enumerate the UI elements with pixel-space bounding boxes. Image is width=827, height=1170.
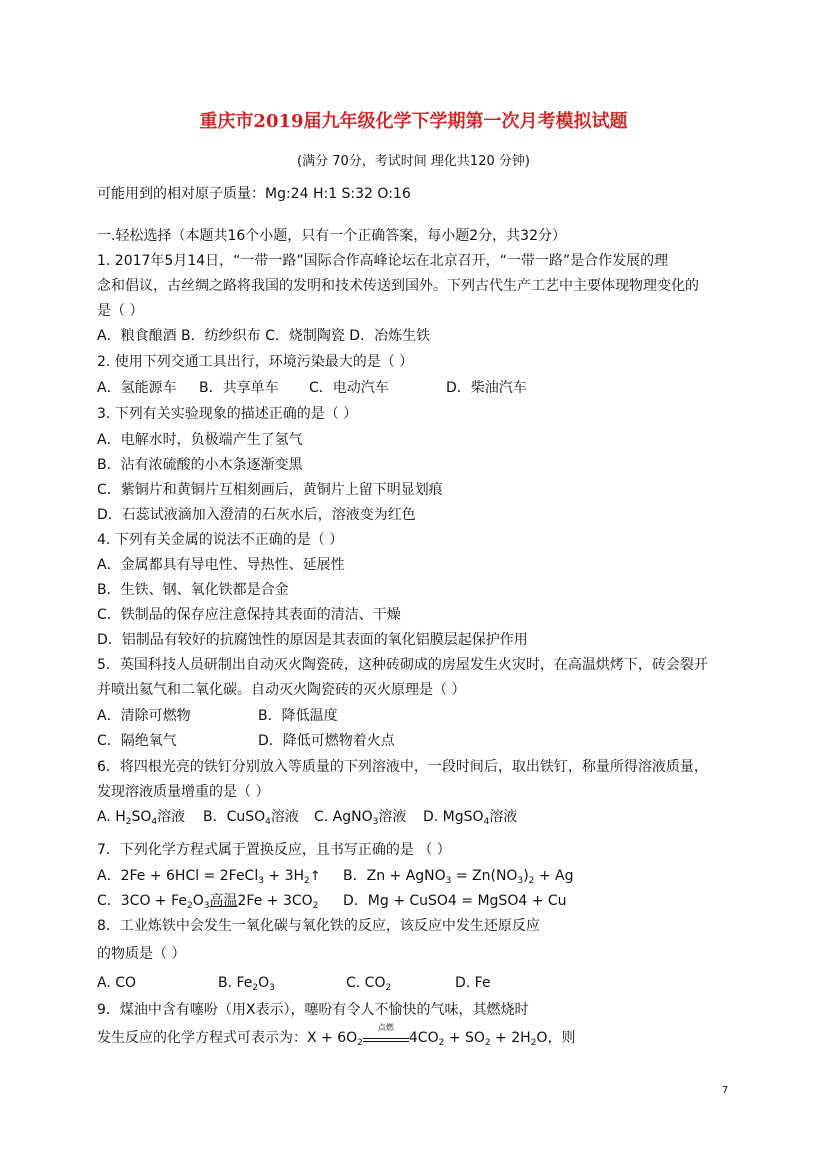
- q7-stem: 7．下列化学方程式属于置换反应，且书写正确的是 （ ）: [97, 842, 451, 858]
- q5-option-c: C．隔绝氧气: [97, 733, 177, 749]
- q7-option-c: C．$3CO + Fe_2O_3$高温$2Fe + 3CO_2$: [97, 893, 319, 911]
- q5-option-d: D．降低可燃物着火点: [258, 733, 395, 749]
- atomic-masses: 可能用到的相对原子质量：Mg:24 H:1 S:32 O:16: [97, 186, 411, 202]
- q8-option-c: C. $CO_2$: [346, 975, 392, 993]
- q4-option-c: C．铁制品的保存应注意保持其表面的清洁、干燥: [97, 607, 401, 623]
- reaction-condition: 高温: [209, 893, 238, 909]
- q6-option-d: D. MgSO$_4$溶液: [423, 809, 518, 827]
- q3-option-b: B．沾有浓硫酸的小木条逐渐变黑: [97, 457, 303, 473]
- reaction-condition: 点燃: [377, 1023, 394, 1032]
- q8-line1: 8．工业炼铁中会发生一氧化碳与氧化铁的反应，该反应中发生还原反应: [97, 918, 540, 934]
- reaction-arrow: [363, 1023, 409, 1042]
- q4-option-d: D．铝制品有较好的抗腐蚀性的原因是其表面的氧化铝膜层起保护作用: [97, 632, 528, 648]
- q7-option-b: B．Zn + AgNO$_3$ = $Zn(NO_3)_2 + Ag$: [343, 868, 574, 886]
- q7-option-d: D．Mg + CuSO4 = MgSO4 + Cu: [343, 893, 567, 909]
- q3-option-c: C．紫铜片和黄铜片互相刻画后，黄铜片上留下明显划痕: [97, 482, 443, 498]
- q3-option-d: D．石蕊试液滴加入澄清的石灰水后，溶液变为红色: [97, 507, 416, 523]
- q1-line2: 念和倡议，古丝绸之路将我国的发明和技术传送到国外。下列古代生产工艺中主要体现物理变化的: [97, 278, 699, 294]
- q6-option-c: C. AgNO$_3$溶液: [314, 809, 407, 827]
- q9-line2: 发生反应的化学方程式可表示为：$X + 6O_2$ 点燃 $4CO_2 + SO_2 + 2H_2O$，则: [97, 1028, 575, 1050]
- q2-option-b: B．共享单车: [199, 380, 279, 396]
- q2-stem: 2. 使用下列交通工具出行，环境污染最大的是（ ）: [97, 354, 414, 370]
- exam-info: (满分 70分，考试时间 理化共120 分钟): [297, 154, 530, 169]
- q8-option-a: A. CO: [97, 975, 137, 991]
- q8-option-b: B. $Fe_2O_3$: [218, 975, 275, 993]
- q7-option-a: A．2Fe + 6HCl = 2FeCl$_3$ + $3H_2↑$: [97, 868, 321, 886]
- q2-option-c: C．电动汽车: [309, 380, 389, 396]
- q6-line2: 发现溶液质量增重的是（ ）: [97, 784, 270, 800]
- q3-option-a: A．电解水时，负极端产生了氢气: [97, 432, 303, 448]
- q5-option-a: A．清除可燃物: [97, 708, 191, 724]
- q1-line1: 1. 2017年5月14日，“一带一路”国际合作高峰论坛在北京召开，“一带一路”是合作发展的理: [97, 253, 669, 269]
- q8-line2: 的物质是（ ）: [97, 946, 186, 962]
- q1-options: A．粮食酿酒 B．纺纱织布 C．烧制陶瓷 D．冶炼生铁: [97, 328, 431, 344]
- page-title: 重庆市2019届九年级化学下学期第一次月考模拟试题: [199, 111, 628, 132]
- q6-option-b: B．CuSO$_4$溶液: [203, 809, 299, 827]
- q4-option-a: A．金属都具有导电性、导热性、延展性: [97, 557, 345, 573]
- page-number: 7: [722, 1085, 729, 1096]
- q5-line2: 并喷出氦气和二氧化碳。自动灭火陶瓷砖的灭火原理是（ ）: [97, 682, 466, 698]
- section-heading: 一.轻松选择（本题共16个小题，只有一个正确答案，每小题2分，共32分）: [97, 228, 566, 244]
- q3-stem: 3. 下列有关实验现象的描述正确的是（ ）: [97, 406, 358, 422]
- q4-stem: 4. 下列有关金属的说法不正确的是（ ）: [97, 532, 344, 548]
- q8-option-d: D. Fe: [455, 975, 491, 991]
- q2-option-d: D．柴油汽车: [446, 380, 527, 396]
- q2-option-a: A．氢能源车: [97, 380, 177, 396]
- q1-line3: 是（ ）: [97, 303, 144, 319]
- q4-option-b: B．生铁、钢、氧化铁都是合金: [97, 582, 289, 598]
- q9-line1: 9．煤油中含有噻吩（用X表示），噻吩有令人不愉快的气味，其燃烧时: [97, 1002, 529, 1018]
- q6-line1: 6．将四根光亮的铁钉分别放入等质量的下列溶液中，一段时间后，取出铁钉，称量所得溶液质量，: [97, 759, 708, 775]
- q5-line1: 5．英国科技人员研制出自动灭火陶瓷砖，这种砖砌成的房屋发生火灾时，在高温烘烤下，砖会裂开: [97, 657, 708, 673]
- q6-option-a: A. $H_2SO_4$溶液: [97, 809, 186, 827]
- q5-option-b: B．降低温度: [258, 708, 338, 724]
- up-arrow-icon: ↑: [309, 869, 321, 884]
